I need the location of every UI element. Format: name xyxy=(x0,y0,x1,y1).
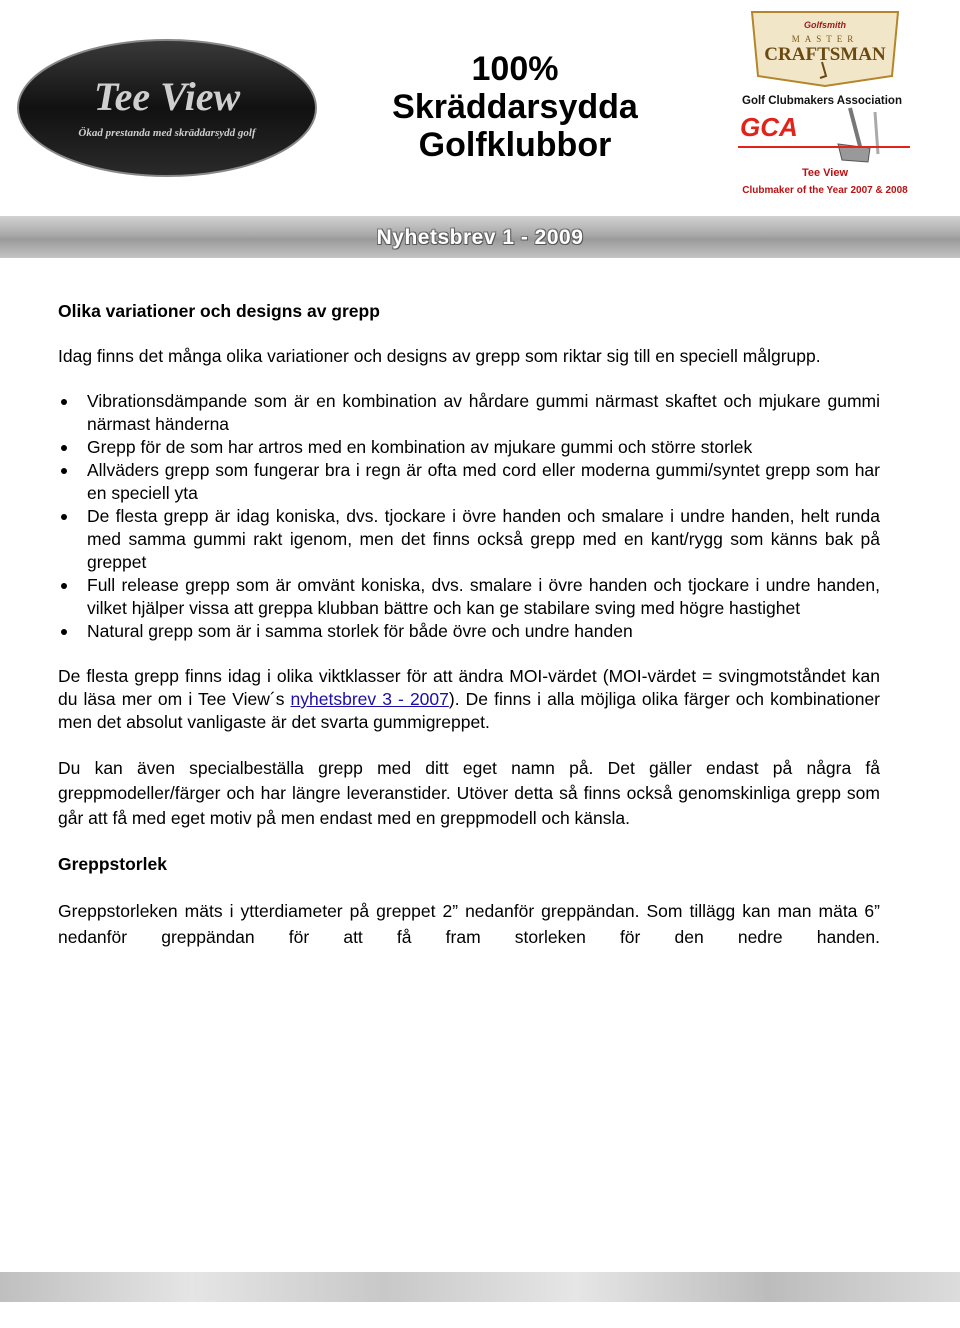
article-body xyxy=(58,300,880,950)
newsletter-title: Nyhetsbrev 1 - 2009 xyxy=(376,226,584,249)
bullet-icon xyxy=(61,399,67,405)
golfsmith-text: Golfsmith xyxy=(804,20,846,30)
master-craftsman-badge xyxy=(752,12,898,86)
footer-band xyxy=(0,1272,960,1302)
moi-paragraph xyxy=(58,665,880,734)
logo-tagline-text: Ökad prestanda med skräddarsydd golf xyxy=(78,127,256,139)
association-text: Golf Clubmakers Association xyxy=(742,95,902,107)
newsletter-band xyxy=(0,216,960,258)
list-item xyxy=(58,505,880,574)
list-item xyxy=(58,436,880,459)
list-item xyxy=(58,574,880,620)
heading-grip-size: Greppstorlek xyxy=(58,854,167,874)
tee-view-award-text: Tee View xyxy=(801,167,849,179)
custom-grip-paragraph: Du kan även specialbeställa grepp med ditt eget namn på. Det gäller endast på några få greppmodeller/färger och har längre leveranstider. Utöver detta så finns också genomskinliga grepp som går att få med eget motiv på men endast med en greppmodell och känsla. xyxy=(58,758,880,828)
list-item-text: De flesta grepp är idag koniska, dvs. tjockare i övre handen och smalare i undre handen, helt runda med samma gummi rakt igenom, men det finns också grepp med en kant/rygg som känns bak på greppet xyxy=(87,506,880,572)
list-item-text: Allväders grepp som fungerar bra i regn är ofta med cord eller moderna gummi/syntet grepp som har en speciell yta xyxy=(87,460,880,503)
grip-size-paragraph: Greppstorleken mäts i ytterdiameter på greppet 2” nedanför greppändan. Som tillägg kan man mäta 6” nedanför greppändan för att få fram storleken för den nedre handen. xyxy=(58,901,880,947)
headline-line-3: Golfklubbor xyxy=(418,126,612,164)
list-item-text: Natural grepp som är i samma storlek för både övre och undre handen xyxy=(87,621,633,641)
bullet-icon xyxy=(61,445,67,451)
list-item-text: Full release grepp som är omvänt koniska, dvs. smalare i övre handen och tjockare i undre handen, vilket hjälper vissa att greppa klubban bättre och kan ge stabilare sving med högre hastighet xyxy=(87,575,880,618)
award-text: Clubmaker of the Year 2007 & 2008 xyxy=(742,185,908,196)
tee-view-logo xyxy=(16,38,318,178)
logo-brand-text: Tee View xyxy=(93,74,241,119)
craftsman-text: CRAFTSMAN xyxy=(764,44,886,65)
list-item-text: Grepp för de som har artros med en kombination av mjukare gummi och större storlek xyxy=(87,437,753,457)
headline-line-2: Skräddarsydda xyxy=(392,88,638,126)
headline xyxy=(360,50,670,164)
list-item xyxy=(58,390,880,436)
list-item xyxy=(58,620,880,643)
bullet-icon xyxy=(61,468,67,474)
list-item xyxy=(58,459,880,505)
heading-grip-variations: Olika variationer och designs av grepp xyxy=(58,301,380,321)
craftsman-gca-award-logo xyxy=(730,4,920,199)
bullet-icon xyxy=(61,629,67,635)
gca-text: GCA xyxy=(740,112,798,142)
list-item-text: Vibrationsdämpande som är en kombination av hårdare gummi närmast skaftet och mjukare gummi närmast händerna xyxy=(87,391,880,434)
bullet-icon xyxy=(61,583,67,589)
master-text: MASTER xyxy=(791,34,859,44)
moi-text-before: De flesta grepp finns idag i olika viktklasser för att ändra MOI-värdet (MOI-värdet = svingmotståndet kan du läsa mer om i Tee View´s xyxy=(58,666,880,709)
intro-paragraph: Idag finns det många olika variationer och designs av grepp som riktar sig till en speciell målgrupp. xyxy=(58,346,821,366)
headline-line-1: 100% xyxy=(471,50,559,88)
golf-club-icon xyxy=(838,108,878,162)
moi-text-after: ). De finns i alla möjliga olika färger och kombinationer men det absolut vanligaste är det svarta gummigreppet. xyxy=(58,689,881,732)
bullet-icon xyxy=(61,514,67,520)
grip-type-list xyxy=(58,390,880,643)
newsletter-3-2007-link[interactable]: nyhetsbrev 3 - 2007 xyxy=(290,689,449,709)
